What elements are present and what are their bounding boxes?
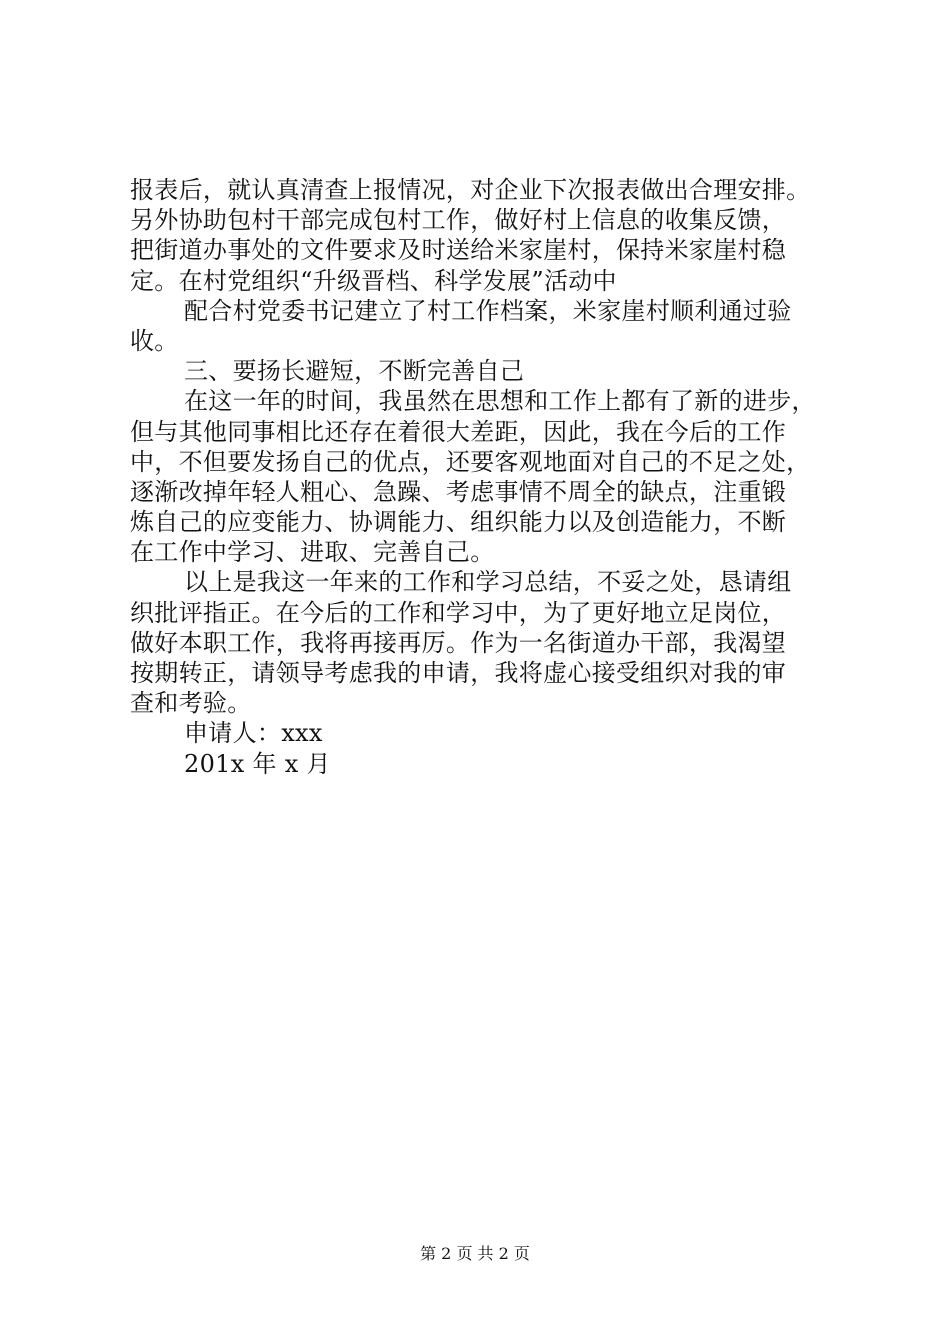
applicant-signature: 申请人：xxx — [184, 719, 323, 748]
text-line: 做好本职工作，我将再接再厉。作为一名街道办干部，我渴望 — [130, 628, 787, 657]
text-line: 报表后，就认真清查上报情况，对企业下次报表做出合理安排。 — [130, 176, 811, 204]
page-footer — [0, 1244, 950, 1264]
text-line: 中，不但要发扬自己的优点，还要客观地面对自己的不足之处， — [130, 447, 811, 476]
section-heading: 三、要扬长避短，不断完善自己 — [184, 357, 525, 386]
text-line: 定。在村党组织“升级晋档、科学发展”活动中 — [130, 266, 617, 295]
application-date: 201x 年 x 月 — [184, 749, 331, 778]
page-number-label: 第 2 页 共 2 页 — [420, 1244, 530, 1263]
text-line: 在这一年的时间，我虽然在思想和工作上都有了新的进步， — [184, 387, 816, 416]
text-line: 收。 — [130, 326, 179, 355]
text-line: 配合村党委书记建立了村工作档案，米家崖村顺利通过验 — [184, 296, 792, 325]
text-line: 织批评指正。在今后的工作和学习中，为了更好地立足岗位， — [130, 598, 787, 627]
text-line: 按期转正，请领导考虑我的申请，我将虚心接受组织对我的审 — [130, 659, 787, 687]
text-line: 炼自己的应变能力、协调能力、组织能力以及创造能力，不断 — [130, 508, 787, 537]
text-line: 另外协助包村干部完成包村工作，做好村上信息的收集反馈， — [130, 206, 787, 235]
document-body — [130, 175, 830, 779]
text-line: 把街道办事处的文件要求及时送给米家崖村，保持米家崖村稳 — [130, 236, 787, 265]
text-line: 逐渐改掉年轻人粗心、急躁、考虑事情不周全的缺点，注重锻 — [130, 477, 787, 506]
text-line: 在工作中学习、进取、完善自己。 — [130, 538, 495, 567]
text-line: 查和考验。 — [130, 689, 252, 718]
text-line: 以上是我这一年来的工作和学习总结，不妥之处，恳请组 — [184, 568, 792, 597]
text-line: 但与其他同事相比还存在着很大差距，因此，我在今后的工作 — [130, 417, 787, 446]
